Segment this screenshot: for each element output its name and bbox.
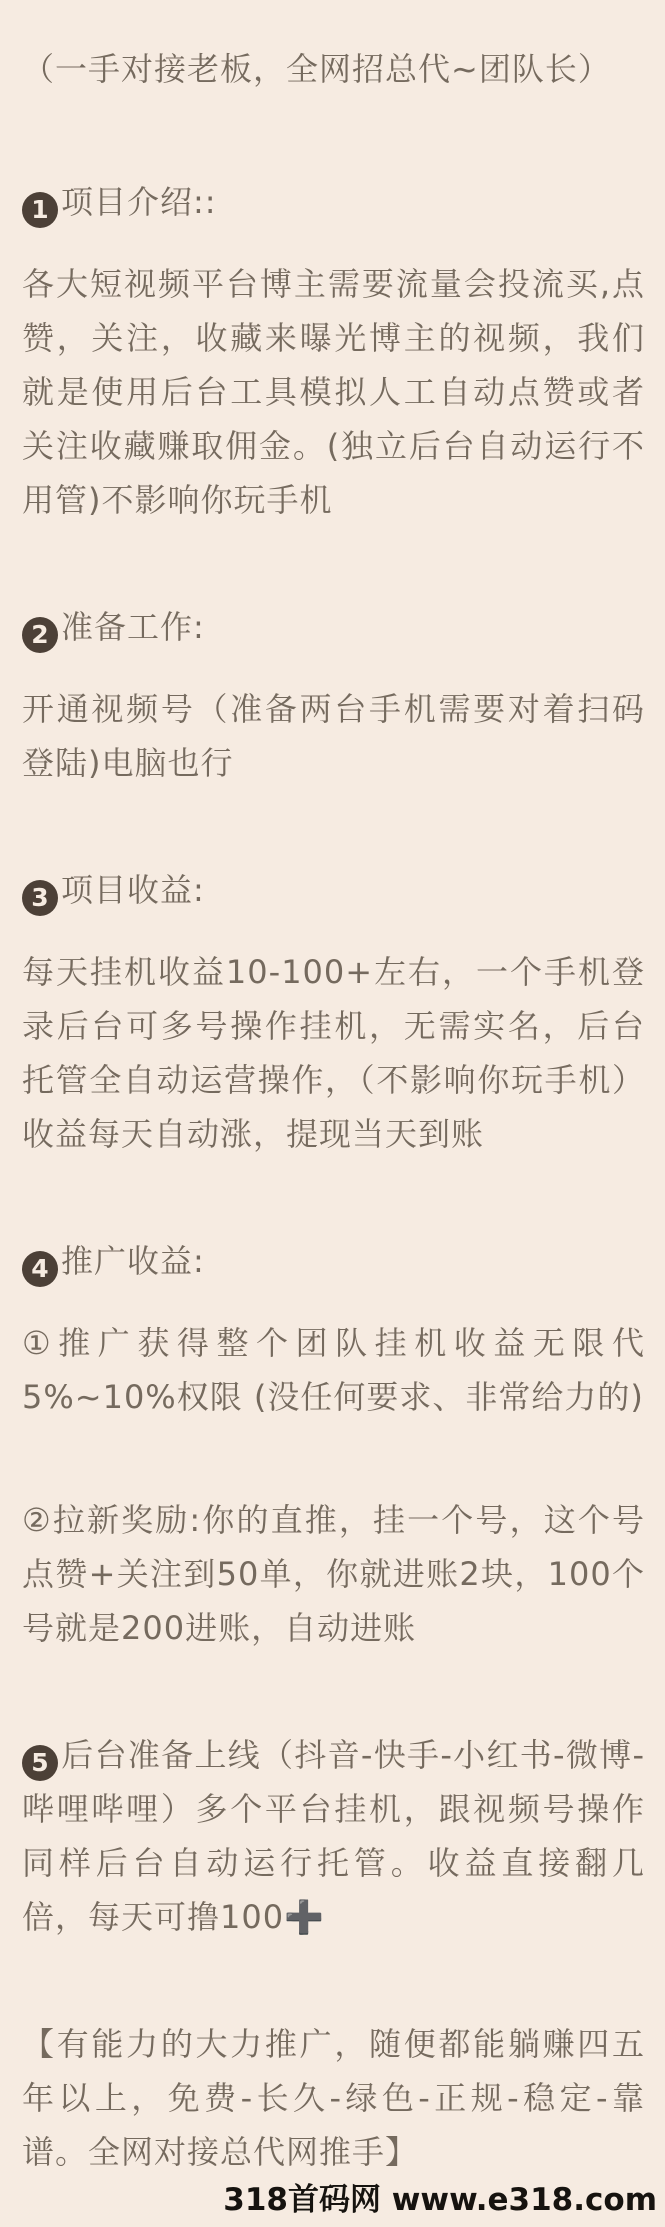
section-1-heading — [22, 175, 645, 229]
section-preparation — [22, 600, 645, 790]
section-2-number-badge: 2 — [22, 617, 58, 653]
section-2-paragraph: 开通视频号（准备两台手机需要对着扫码登陆)电脑也行 — [22, 690, 645, 782]
section-4-paragraph-1: ①推广获得整个团队挂机收益无限代5%~10%权限 (没任何要求、非常给力的) — [22, 1324, 645, 1416]
section-1-number-badge: 1 — [22, 192, 58, 228]
section-upcoming-platforms — [22, 1728, 645, 1944]
watermark: 318首码网 www.e318.com — [223, 2182, 657, 2218]
section-project-intro — [22, 175, 645, 527]
section-3-heading-label: 项目收益: — [61, 871, 205, 909]
section-1-heading-label: 项目介绍:: — [61, 183, 217, 221]
section-2-heading — [22, 600, 645, 654]
section-project-earnings — [22, 863, 645, 1161]
page-header-line: （一手对接老板，全网招总代~团队长） — [22, 50, 611, 88]
section-5-paragraph — [22, 1728, 645, 1944]
section-4-heading-label: 推广收益: — [61, 1242, 205, 1280]
section-4-paragraph-2: ②拉新奖励:你的直推，挂一个号，这个号点赞+关注到50单，你就进账2块，100个号就是200进账，自动进账 — [22, 1501, 645, 1647]
section-promotion-earnings — [22, 1234, 645, 1655]
section-4-number-badge: 4 — [22, 1251, 58, 1287]
section-3-paragraph: 每天挂机收益10-100+左右，一个手机登录后台可多号操作挂机，无需实名，后台托管全自动运营操作，（不影响你玩手机）收益每天自动涨，提现当天到账 — [22, 953, 645, 1153]
section-4-heading — [22, 1234, 645, 1288]
section-5-number-badge: 5 — [22, 1745, 58, 1781]
section-3-number-badge: 3 — [22, 880, 58, 916]
section-5-paragraph-text: 后台准备上线（抖音-快手-小红书-微博-哔哩哔哩）多个平台挂机，跟视频号操作同样后台自动运行托管。收益直接翻几倍，每天可撸100➕ — [22, 1736, 645, 1936]
section-1-paragraph: 各大短视频平台博主需要流量会投流买,点赞，关注，收藏来曝光博主的视频，我们就是使用后台工具模拟人工自动点赞或者关注收藏赚取佣金。(独立后台自动运行不用管)不影响你玩手机 — [22, 265, 645, 519]
footer-note: 【有能力的大力推广，随便都能躺赚四五年以上，免费-长久-绿色-正规-稳定-靠谱。全网对接总代网推手】 — [22, 2025, 645, 2171]
section-2-heading-label: 准备工作: — [61, 608, 205, 646]
section-3-heading — [22, 863, 645, 917]
